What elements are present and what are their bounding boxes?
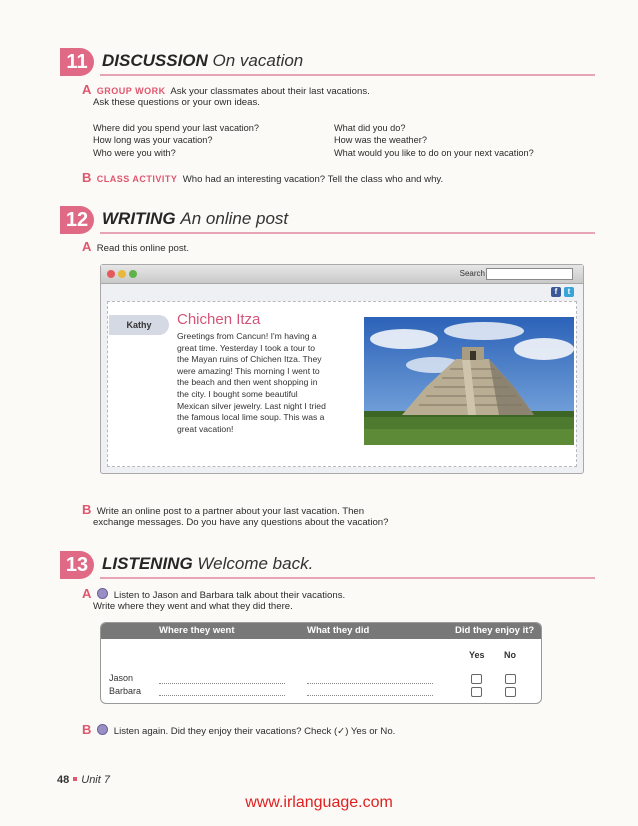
- post-line: Greetings from Cancun! I'm having a: [177, 331, 317, 341]
- col-enjoy: Did they enjoy it?: [455, 625, 535, 636]
- row-name-barbara: Barbara: [109, 686, 142, 696]
- browser-titlebar: [101, 265, 583, 284]
- section-title-sub: Welcome back.: [197, 554, 314, 573]
- page-number: 48: [57, 774, 70, 786]
- yes-checkbox-jason[interactable]: [471, 674, 482, 684]
- section-12-header: [60, 206, 595, 236]
- s12-a-text: Read this online post.: [96, 243, 189, 254]
- s11-a-text2: Ask these questions or your own ideas.: [93, 97, 260, 108]
- s11-b-instruction: [82, 172, 443, 186]
- watermark-url[interactable]: www.irlanguage.com: [245, 794, 393, 811]
- section-title-main: LISTENING: [102, 554, 193, 573]
- audio-disc-icon[interactable]: [97, 588, 108, 599]
- facebook-icon[interactable]: f: [551, 287, 561, 297]
- task-letter-b: B: [82, 722, 92, 737]
- question: What would you like to do on your next vacation?: [334, 147, 534, 158]
- group-work-tag: GROUP WORK: [96, 86, 166, 96]
- maximize-dot-icon[interactable]: [129, 270, 137, 278]
- s13-b-instruction: [82, 724, 395, 738]
- questions-right: [334, 122, 534, 159]
- minimize-dot-icon[interactable]: [118, 270, 126, 278]
- s12-b-text2: exchange messages. Do you have any questions about the vacation?: [93, 517, 389, 528]
- question: How was the weather?: [334, 135, 427, 146]
- s12-b-text: Write an online post to a partner about your last vacation. Then: [96, 506, 365, 517]
- no-label: No: [504, 650, 516, 660]
- task-letter-a: A: [82, 586, 92, 601]
- post-line: the beach and then went shopping in: [177, 377, 318, 388]
- task-letter-a: A: [82, 82, 92, 97]
- author-tab: Kathy: [109, 315, 169, 335]
- s12-a-instruction: [82, 241, 189, 255]
- unit-label: Unit 7: [81, 774, 110, 786]
- s11-a-text: Ask your classmates about their last vacations.: [170, 86, 370, 97]
- section-number: 11: [60, 48, 94, 76]
- table-header: [101, 623, 541, 639]
- post-line: great vacation!: [177, 423, 234, 434]
- section-11-header: [60, 48, 595, 78]
- section-rule: [100, 232, 595, 234]
- col-where: Where they went: [159, 625, 235, 636]
- s13-b-text: Listen again. Did they enjoy their vacations? Check (✓) Yes or No.: [113, 726, 396, 737]
- chichen-itza-photo: [364, 317, 574, 445]
- search-input[interactable]: [486, 268, 573, 280]
- col-what: What they did: [307, 625, 370, 636]
- listening-table: [100, 622, 542, 704]
- task-letter-b: B: [82, 170, 92, 185]
- post-line: the city. I bought some beautiful: [177, 388, 298, 399]
- s11-b-text: Who had an interesting vacation? Tell the class who and why.: [182, 174, 444, 185]
- s13-a-text: Listen to Jason and Barbara talk about their vacations.: [113, 590, 346, 601]
- post-line: the famous local lime soup. This was a: [177, 412, 325, 423]
- section-rule: [100, 577, 595, 579]
- section-number: 13: [60, 551, 94, 579]
- browser-window: [100, 264, 584, 474]
- twitter-icon[interactable]: t: [564, 287, 574, 297]
- post-line: were amazing! This morning I went to: [177, 365, 320, 376]
- post-line: the Mayan ruins of Chichen Itza. They: [177, 354, 322, 365]
- close-dot-icon[interactable]: [107, 270, 115, 278]
- class-activity-tag: CLASS ACTIVITY: [96, 174, 178, 184]
- section-number: 12: [60, 206, 94, 234]
- answer-what-jason[interactable]: [307, 683, 433, 684]
- post-line: Mexican silver jewelry. Last night I tried: [177, 400, 326, 411]
- s13-a-instruction: [82, 588, 345, 602]
- section-title-sub: An online post: [180, 209, 289, 228]
- row-name-jason: Jason: [109, 673, 134, 683]
- yes-checkbox-barbara[interactable]: [471, 687, 482, 697]
- section-13-header: [60, 551, 595, 581]
- s13-a-text2: Write where they went and what they did there.: [93, 601, 293, 612]
- task-letter-b: B: [82, 502, 92, 517]
- answer-what-barbara[interactable]: [307, 695, 433, 696]
- post-line: great time. Yesterday I took a tour to: [177, 342, 316, 353]
- search-label: Search: [459, 269, 485, 278]
- no-checkbox-barbara[interactable]: [505, 687, 516, 697]
- answer-where-jason[interactable]: [159, 683, 285, 684]
- s11-a-instruction: [82, 84, 370, 98]
- question: Where did you spend your last vacation?: [93, 123, 259, 133]
- questions-left: [93, 122, 259, 159]
- section-title: [102, 209, 288, 229]
- section-title-main: DISCUSSION: [102, 51, 208, 70]
- footer-square: [73, 777, 77, 781]
- audio-disc-icon[interactable]: [97, 724, 108, 735]
- question: What did you do?: [334, 123, 406, 133]
- section-rule: [100, 74, 595, 76]
- question: How long was your vacation?: [93, 135, 213, 146]
- s12-b-instruction: [82, 504, 364, 518]
- post-body: [177, 331, 355, 435]
- section-title: [102, 51, 303, 71]
- yes-label: Yes: [469, 650, 485, 660]
- section-title-sub: On vacation: [212, 51, 304, 70]
- task-letter-a: A: [82, 239, 92, 254]
- no-checkbox-jason[interactable]: [505, 674, 516, 684]
- answer-where-barbara[interactable]: [159, 695, 285, 696]
- section-title-main: WRITING: [102, 209, 176, 228]
- question: Who were you with?: [93, 147, 176, 158]
- page-footer: [57, 774, 110, 786]
- section-title: [102, 554, 313, 574]
- post-title: Chichen Itza: [177, 311, 261, 328]
